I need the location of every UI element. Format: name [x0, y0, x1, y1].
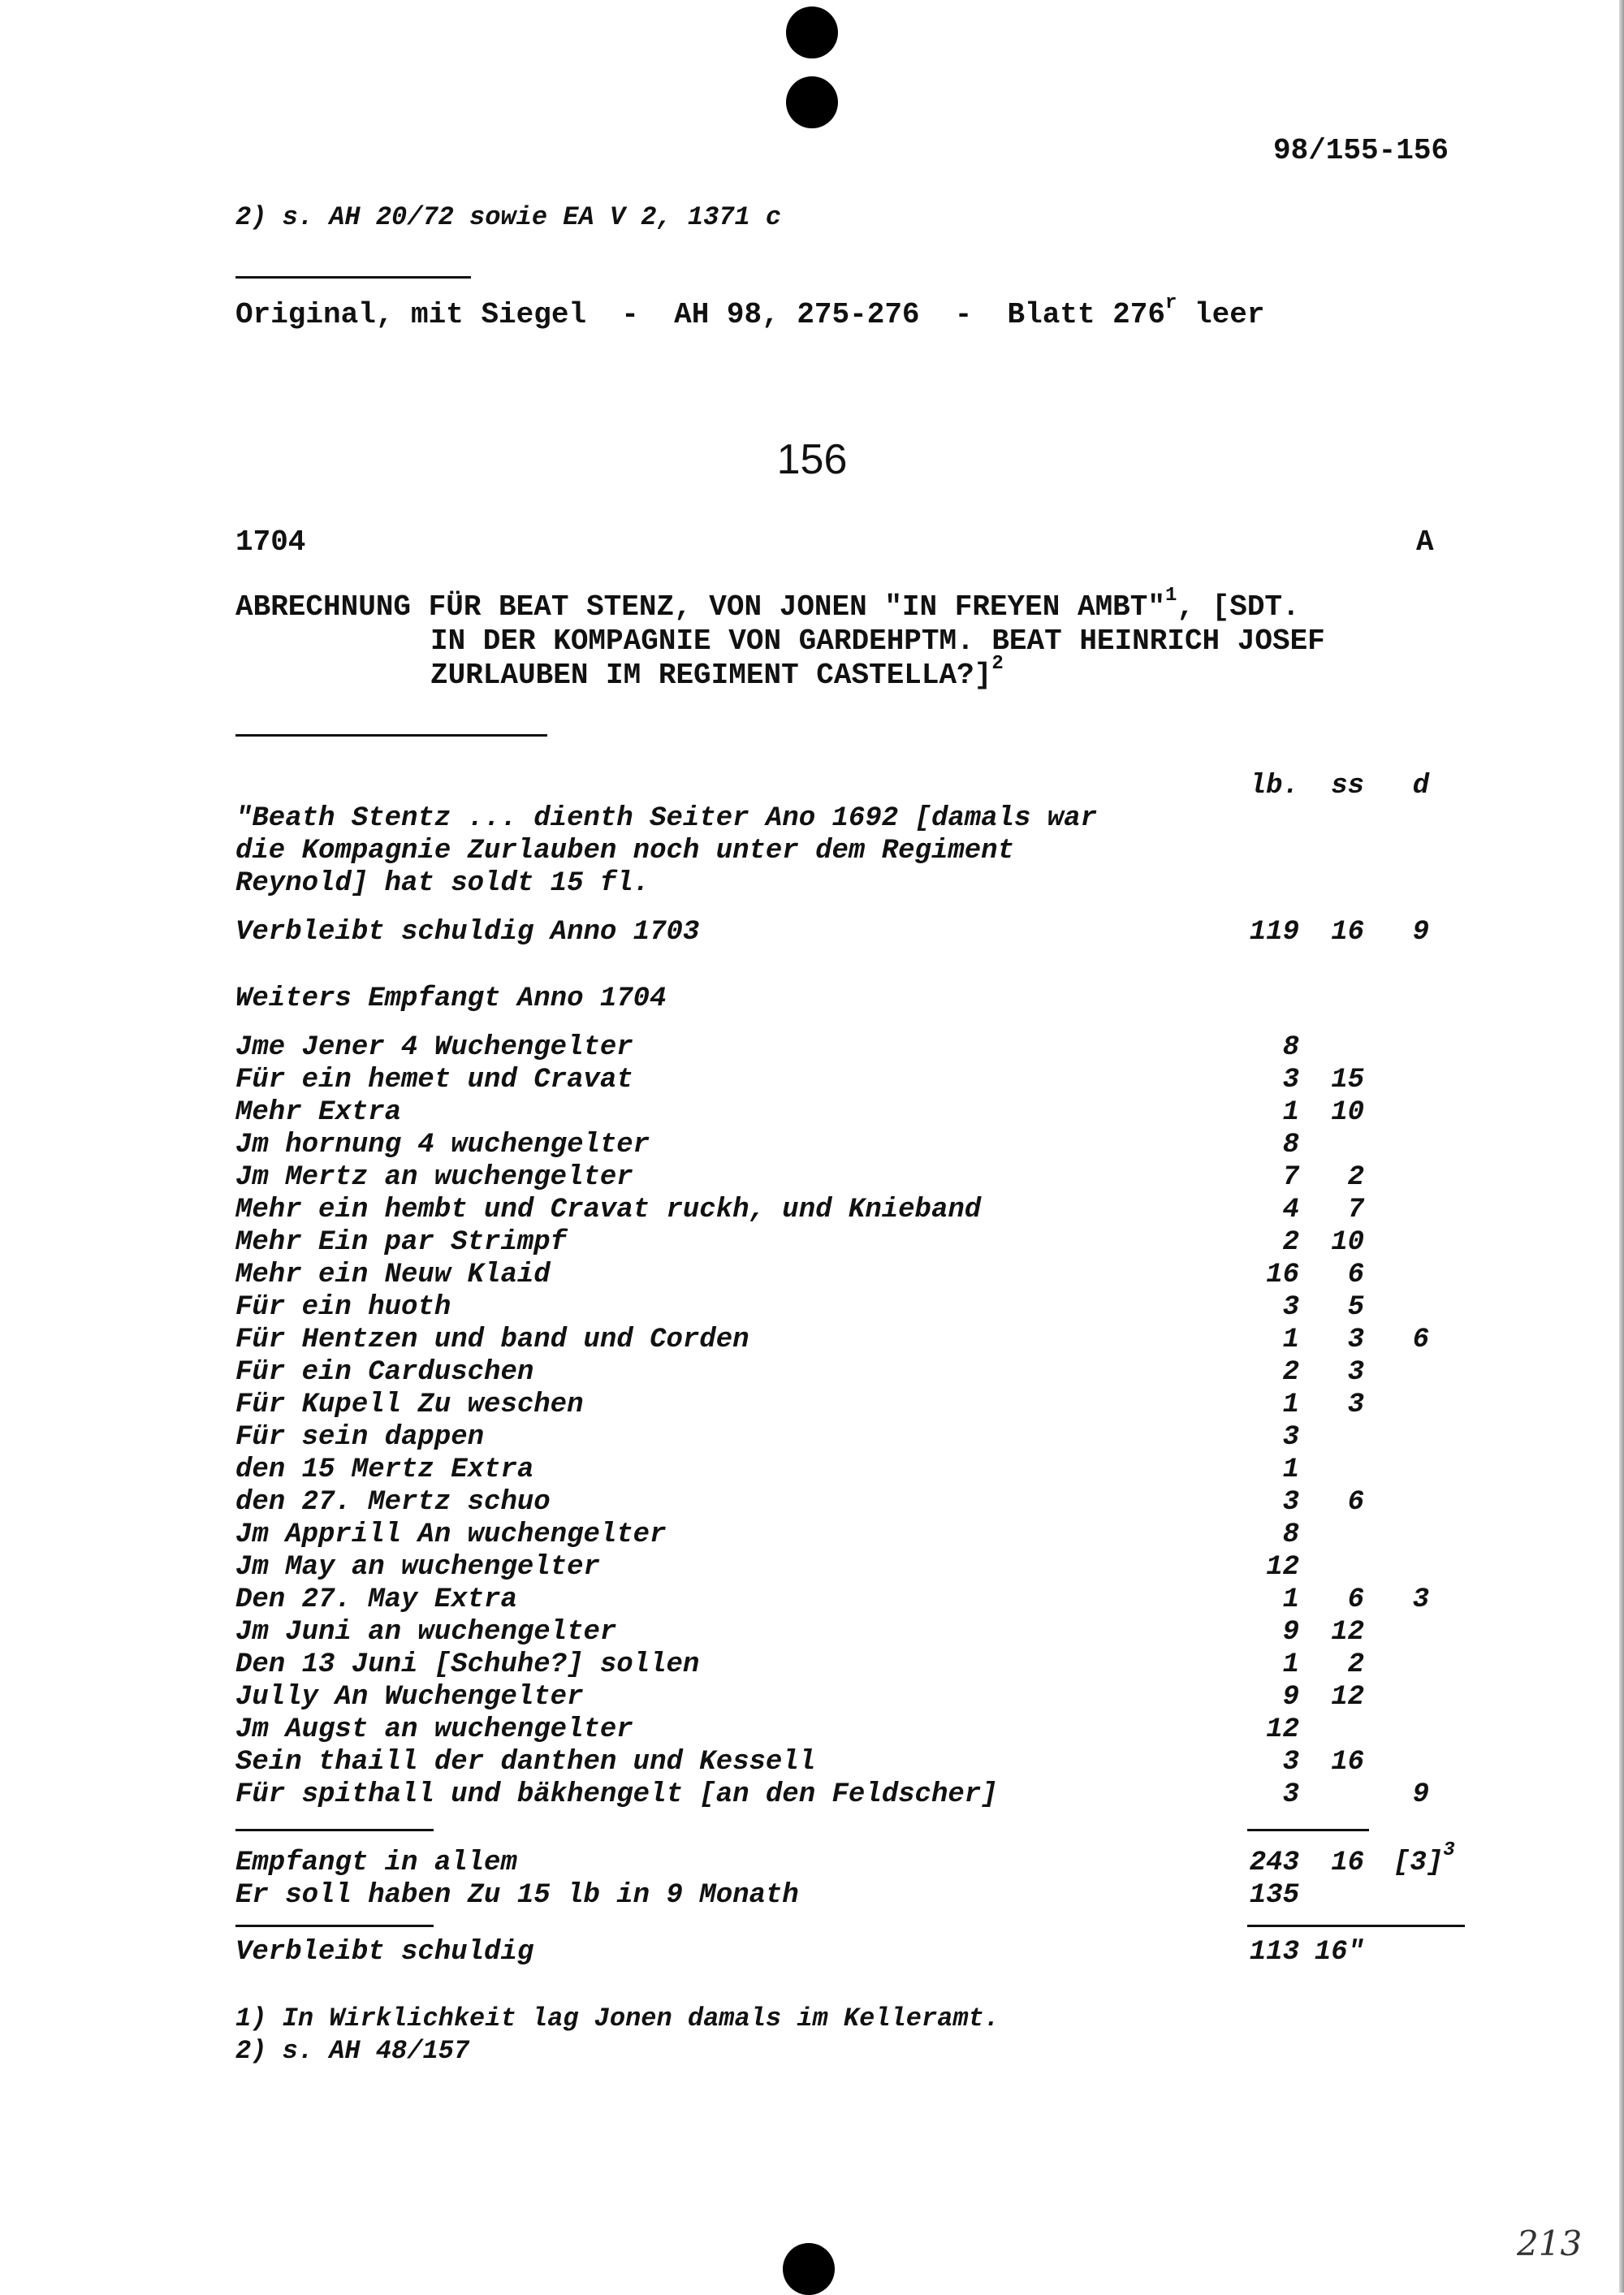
- ledger-row: [0, 1779, 1624, 1811]
- ledger-row-label: Mehr Ein par Strimpf: [235, 1227, 568, 1258]
- total-received-d: $[3]^3$: [1393, 1839, 1455, 1878]
- ledger-row: [0, 1129, 1624, 1161]
- ledger-row-label: Den 27. May Extra: [235, 1584, 517, 1615]
- ledger-row-ss: 16: [1331, 1747, 1364, 1778]
- title-line-3: ZURLAUBEN IM REGIMENT CASTELLA?]$^2$: [430, 653, 1004, 692]
- ledger-row: [0, 1649, 1624, 1681]
- ledger-row-lb: 3: [1282, 1422, 1299, 1453]
- document-classification: A: [1416, 525, 1434, 559]
- punch-hole-top: [786, 6, 838, 58]
- ledger-row-lb: 3: [1282, 1292, 1299, 1323]
- ledger-row-ss: 3: [1347, 1325, 1364, 1355]
- column-header-lb: lb.: [1249, 771, 1299, 802]
- final-balance-lb: 113: [1249, 1937, 1299, 1968]
- ledger-row: [0, 1161, 1624, 1194]
- carried-balance-row: [0, 916, 1624, 949]
- ledger-row: [0, 1031, 1624, 1064]
- ledger-row-ss: 3: [1347, 1357, 1364, 1388]
- ledger-row-lb: 12: [1266, 1714, 1299, 1745]
- ledger-row-lb: 2: [1282, 1357, 1299, 1388]
- ledger-row-label: den 27. Mertz schuo: [235, 1487, 551, 1518]
- ledger-row: [0, 1259, 1624, 1291]
- ledger-row-label: Jm Mertz an wuchengelter: [235, 1162, 633, 1193]
- ledger-row: [0, 1324, 1624, 1356]
- ledger-row-label: Für ein hemet und Cravat: [235, 1065, 633, 1096]
- title-line-2: IN DER KOMPAGNIE VON GARDEHPTM. BEAT HEINRICH JOSEF: [430, 625, 1325, 658]
- ledger-row-ss: 2: [1347, 1162, 1364, 1193]
- owed-row: [0, 1879, 1624, 1912]
- ledger-row: [0, 1519, 1624, 1551]
- ledger-row-lb: 1: [1282, 1325, 1299, 1355]
- ledger-row: [0, 1681, 1624, 1714]
- final-balance-row: [0, 1936, 1624, 1969]
- reference-number: 98/155-156: [1273, 134, 1449, 167]
- ledger-row-ss: 10: [1331, 1097, 1364, 1128]
- carried-balance-d: 9: [1412, 917, 1429, 948]
- final-balance-ss: 16": [1314, 1937, 1364, 1968]
- handwritten-page-number: 213: [1517, 2224, 1583, 2263]
- carried-balance-label: Verbleibt schuldig Anno 1703: [235, 917, 700, 948]
- final-balance-label: Verbleibt schuldig: [235, 1937, 534, 1968]
- ledger-row: [0, 1746, 1624, 1779]
- document-year: 1704: [235, 525, 306, 559]
- divider-subtotal-right: [1247, 1829, 1369, 1831]
- ledger-row-ss: 7: [1347, 1195, 1364, 1225]
- ledger-row: [0, 1551, 1624, 1584]
- ledger-row-ss: 15: [1331, 1065, 1364, 1096]
- divider-title: [235, 734, 547, 737]
- owed-lb: 135: [1249, 1880, 1299, 1911]
- ledger-row-ss: 6: [1347, 1487, 1364, 1518]
- divider-top: [235, 276, 471, 279]
- column-header-d: d: [1412, 771, 1429, 802]
- ledger-row: [0, 1616, 1624, 1649]
- ledger-row-lb: 12: [1266, 1552, 1299, 1583]
- previous-footnote: 2) s. AH 20/72 sowie EA V 2, 1371 c: [235, 202, 782, 232]
- ledger-row-lb: 9: [1282, 1617, 1299, 1648]
- ledger-row-lb: 3: [1282, 1487, 1299, 1518]
- ledger-row-label: Jm Juni an wuchengelter: [235, 1617, 617, 1648]
- title-line-1: ABRECHNUNG FÜR BEAT STENZ, VON JONEN "IN FREYEN AMBT"$^1$, [SDT.: [235, 585, 1300, 624]
- carried-balance-lb: 119: [1249, 917, 1299, 948]
- divider-subtotal-left: [235, 1829, 434, 1831]
- intro-line-2: die Kompagnie Zurlauben noch unter dem Regiment: [235, 836, 1014, 867]
- total-received-label: Empfangt in allem: [235, 1848, 517, 1878]
- ledger-row-label: den 15 Mertz Extra: [235, 1454, 534, 1485]
- ledger-row-label: Für spithall und bäkhengelt [an den Feldscher]: [235, 1779, 998, 1810]
- ledger-row: [0, 1064, 1624, 1096]
- ledger-row-label: Jme Jener 4 Wuchengelter: [235, 1032, 633, 1063]
- ledger-row-label: Mehr ein Neuw Klaid: [235, 1260, 551, 1290]
- ledger-row-ss: 10: [1331, 1227, 1364, 1258]
- ledger-row-ss: 5: [1347, 1292, 1364, 1323]
- ledger-row-ss: 6: [1347, 1260, 1364, 1290]
- punch-hole-second: [786, 76, 838, 128]
- section-label: Weiters Empfangt Anno 1704: [235, 983, 667, 1014]
- intro-line-1: "Beath Stentz ... dienth Seiter Ano 1692 [damals war: [235, 803, 1097, 834]
- ledger-row: [0, 1714, 1624, 1746]
- ledger-row-label: Mehr Extra: [235, 1097, 402, 1128]
- ledger-row: [0, 1226, 1624, 1259]
- ledger-row-label: Für ein huoth: [235, 1292, 451, 1323]
- ledger-row: [0, 1454, 1624, 1486]
- owed-label: Er soll haben Zu 15 lb in 9 Monath: [235, 1880, 799, 1911]
- ledger-row-label: Jully An Wuchengelter: [235, 1682, 584, 1713]
- ledger-row-label: Den 13 Juni [Schuhe?] sollen: [235, 1649, 700, 1680]
- footnote-2: 2) s. AH 48/157: [235, 2036, 470, 2066]
- ledger-row: [0, 1389, 1624, 1421]
- divider-balance-right: [1247, 1925, 1465, 1927]
- ledger-row-ss: 2: [1347, 1649, 1364, 1680]
- footnote-1: 1) In Wirklichkeit lag Jonen damals im Kelleramt.: [235, 2003, 1000, 2034]
- ledger-row: [0, 1291, 1624, 1324]
- ledger-row-lb: 8: [1282, 1130, 1299, 1160]
- ledger-row: [0, 1194, 1624, 1226]
- ledger-row-lb: 3: [1282, 1779, 1299, 1810]
- punch-hole-bottom: [783, 2243, 835, 2295]
- ledger-row-label: Jm Augst an wuchengelter: [235, 1714, 633, 1745]
- ledger-row-ss: 12: [1331, 1682, 1364, 1713]
- ledger-row-d: 6: [1412, 1325, 1429, 1355]
- ledger-row-lb: 16: [1266, 1260, 1299, 1290]
- total-received-ss: 16: [1331, 1848, 1364, 1878]
- ledger-row-d: 3: [1412, 1584, 1429, 1615]
- ledger-row: [0, 1096, 1624, 1129]
- ledger-row-label: Mehr ein hembt und Cravat ruckh, und Knieband: [235, 1195, 982, 1225]
- ledger-row-lb: 1: [1282, 1584, 1299, 1615]
- ledger-row-ss: 3: [1347, 1390, 1364, 1420]
- ledger-row-lb: 1: [1282, 1649, 1299, 1680]
- ledger-row-label: Sein thaill der danthen und Kessell: [235, 1747, 816, 1778]
- ledger-row-lb: 1: [1282, 1454, 1299, 1485]
- ledger-row-lb: 7: [1282, 1162, 1299, 1193]
- ledger-row-label: Für ein Carduschen: [235, 1357, 534, 1388]
- carried-balance-ss: 16: [1331, 917, 1364, 948]
- ledger-row-lb: 1: [1282, 1097, 1299, 1128]
- ledger-row-label: Jm Apprill An wuchengelter: [235, 1519, 667, 1550]
- ledger-row-lb: 8: [1282, 1519, 1299, 1550]
- ledger-row-label: Jm hornung 4 wuchengelter: [235, 1130, 650, 1160]
- ledger-row: [0, 1584, 1624, 1616]
- divider-balance-left: [235, 1925, 434, 1927]
- ledger-row-ss: 12: [1331, 1617, 1364, 1648]
- ledger-row-lb: 4: [1282, 1195, 1299, 1225]
- ledger-row-lb: 3: [1282, 1065, 1299, 1096]
- ledger-row-lb: 3: [1282, 1747, 1299, 1778]
- ledger-row-lb: 8: [1282, 1032, 1299, 1063]
- ledger-row-label: Für Hentzen und band und Corden: [235, 1325, 749, 1355]
- document-number: 156: [776, 436, 848, 483]
- ledger-row-lb: 1: [1282, 1390, 1299, 1420]
- ledger-row: [0, 1486, 1624, 1519]
- total-received-row: [0, 1839, 1624, 1879]
- ledger-row-lb: 2: [1282, 1227, 1299, 1258]
- ledger-row-lb: 9: [1282, 1682, 1299, 1713]
- ledger-row: [0, 1421, 1624, 1454]
- total-received-lb: 243: [1249, 1848, 1299, 1878]
- ledger-row-label: Für Kupell Zu weschen: [235, 1390, 584, 1420]
- ledger-row-d: 9: [1412, 1779, 1429, 1810]
- ledger-row-ss: 6: [1347, 1584, 1364, 1615]
- column-header-ss: ss: [1331, 771, 1364, 802]
- original-source-line: Original, mit Siegel - AH 98, 275-276 - Blatt 276$^r$ leer: [235, 292, 1265, 331]
- ledger-row: [0, 1356, 1624, 1389]
- ledger-row-label: Jm May an wuchengelter: [235, 1552, 600, 1583]
- ledger-row-label: Für sein dappen: [235, 1422, 485, 1453]
- intro-line-3: Reynold] hat soldt 15 fl.: [235, 868, 650, 899]
